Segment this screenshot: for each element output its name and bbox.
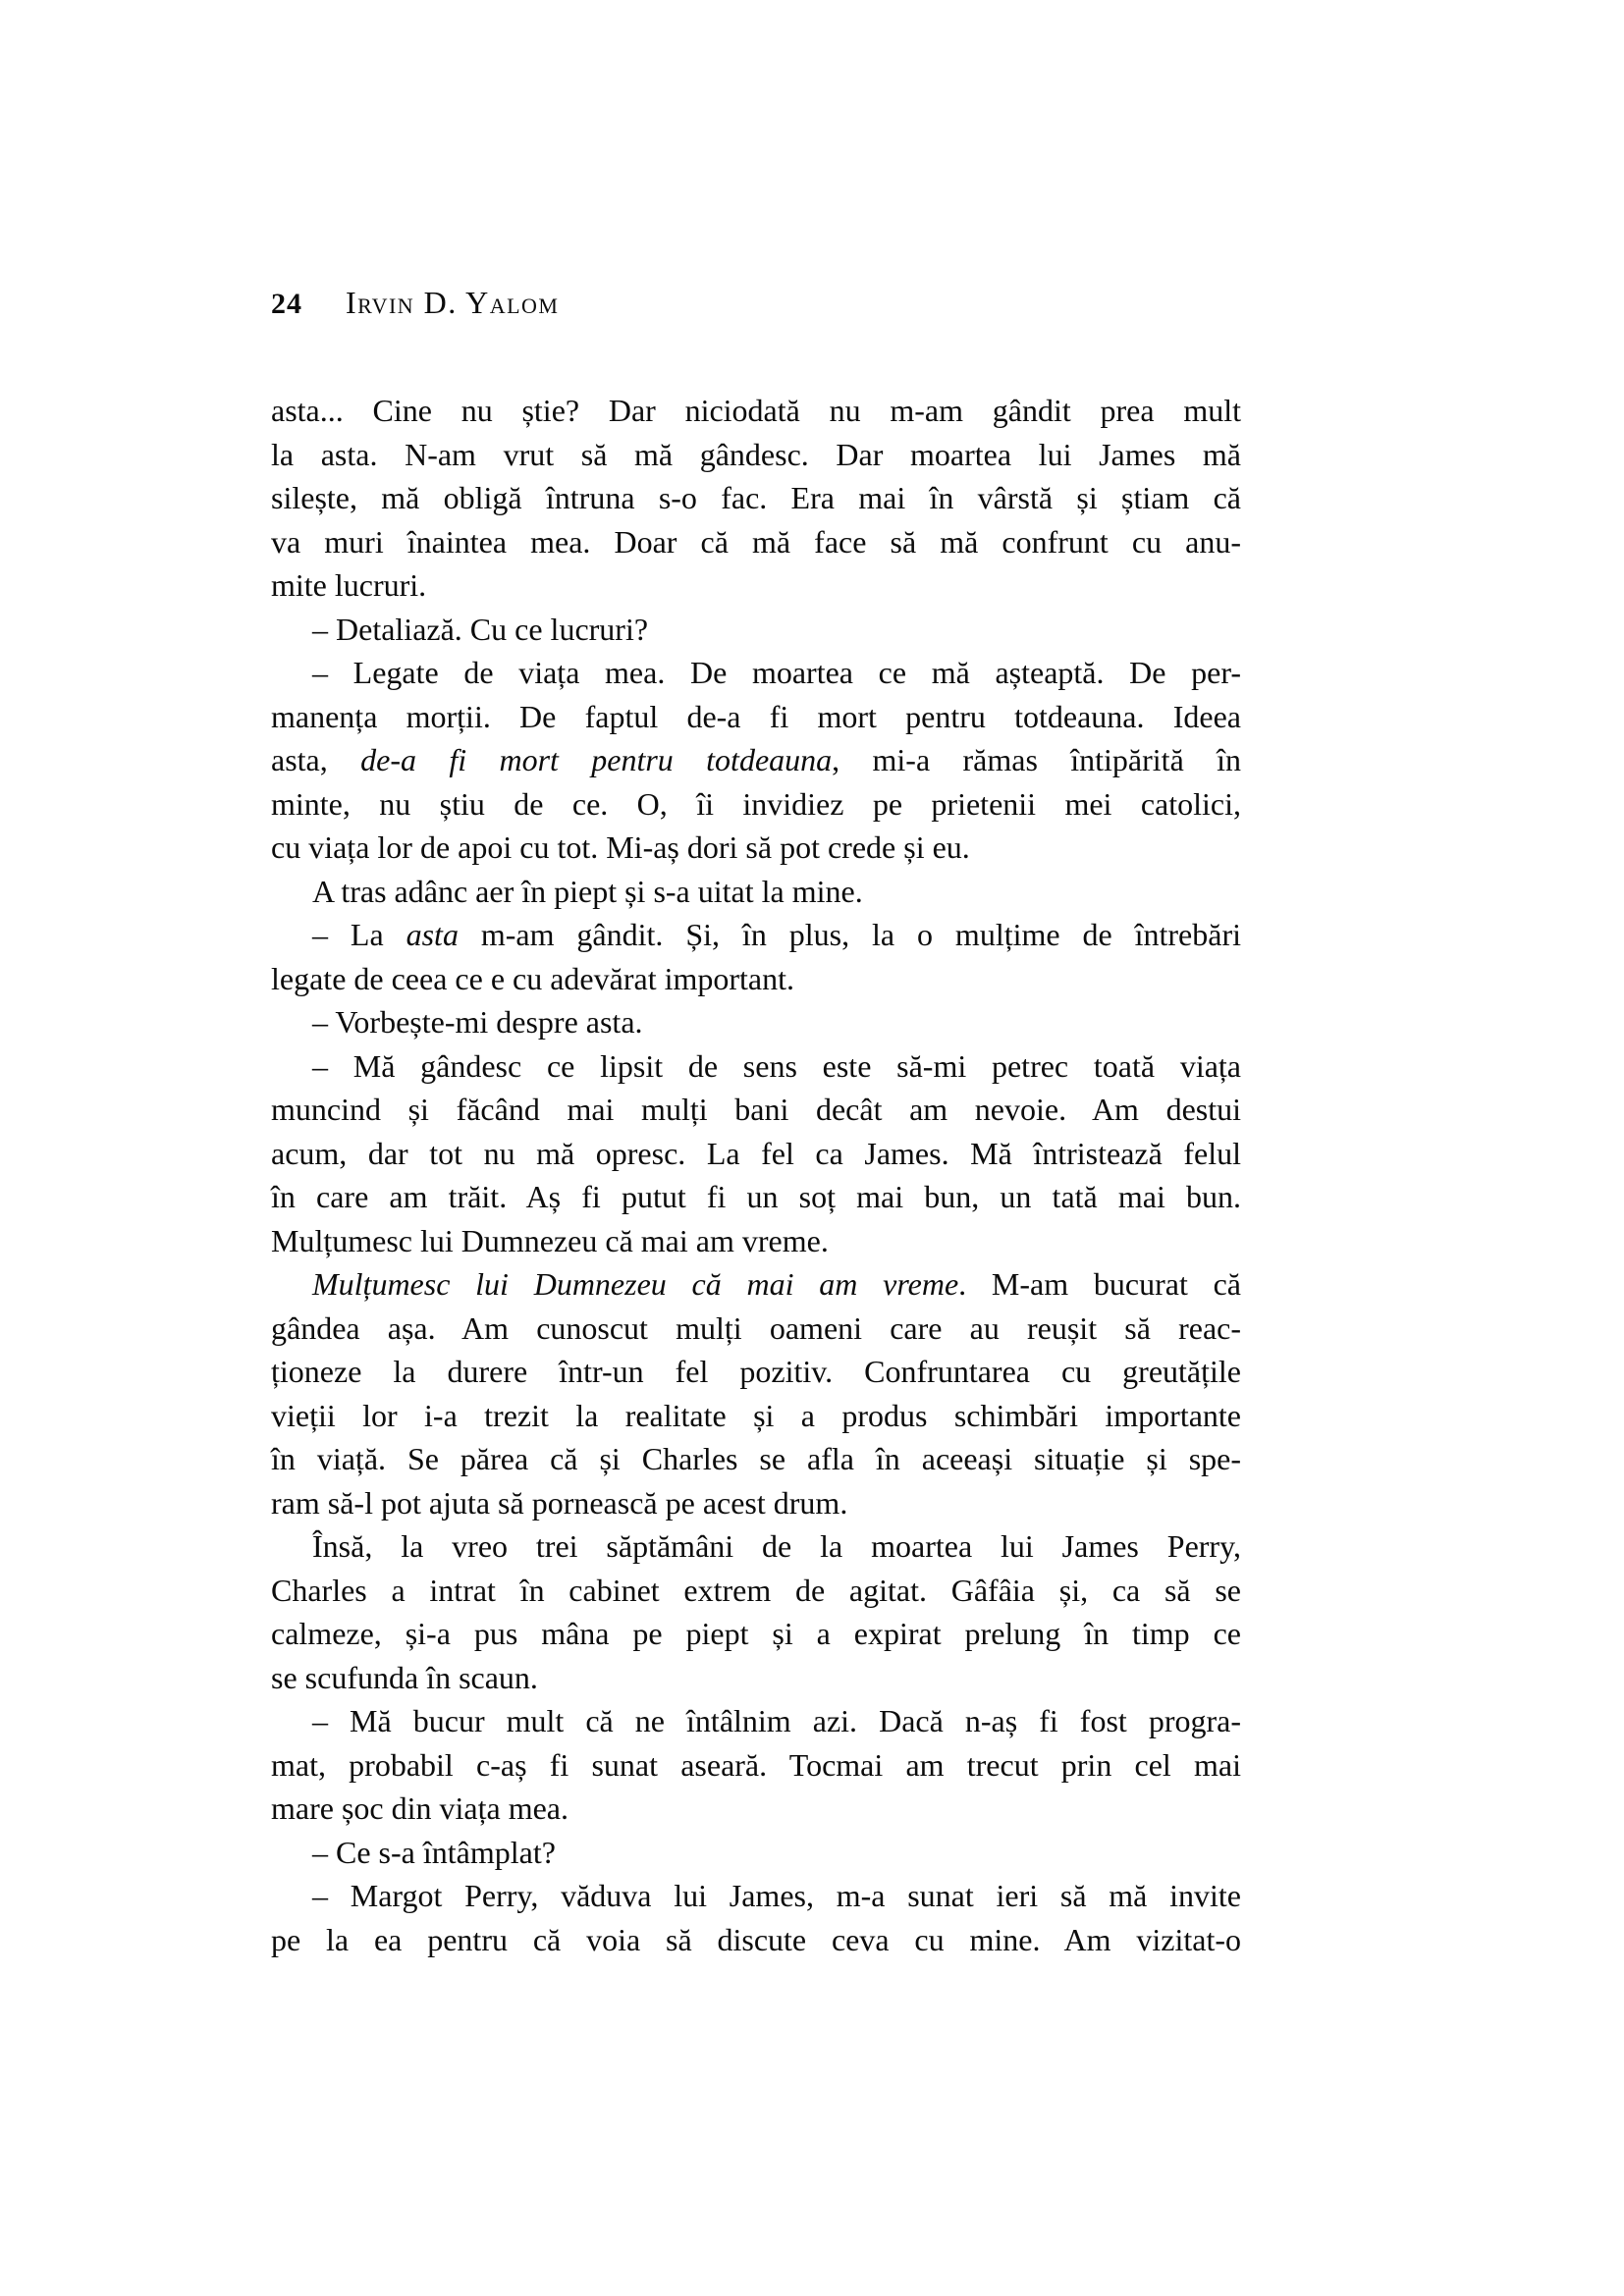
text-segment: m-am gândit. Și, în plus, la o mulțime de întrebări [458, 917, 1242, 952]
text-line [271, 1481, 1241, 1525]
author-name: Irvin D. Yalom [346, 285, 560, 320]
text-line [271, 1219, 1241, 1263]
text-line [271, 608, 1241, 652]
text-line [271, 1787, 1241, 1831]
text-segment: muncind și făcând mai mulți bani decât am nevoie. Am destui [271, 1092, 1241, 1127]
text-segment: silește, mă obligă întruna s-o fac. Era mai în vârstă și știam că [271, 480, 1241, 515]
text-line [271, 1000, 1241, 1044]
text-line [271, 1699, 1241, 1743]
text-line [271, 1350, 1241, 1394]
text-line [271, 782, 1241, 827]
text-line [271, 1656, 1241, 1700]
running-header [271, 286, 559, 321]
text-line [271, 651, 1241, 695]
text-segment: – Vorbește-mi despre asta. [312, 1004, 643, 1040]
text-segment: . M-am bucurat că [958, 1266, 1242, 1302]
text-segment: în care am trăit. Aș fi putut fi un soț mai bun, un tată mai bun. [271, 1179, 1241, 1214]
text-line [271, 1175, 1241, 1219]
text-segment: minte, nu știu de ce. O, îi invidiez pe prietenii mei catolici, [271, 785, 1241, 822]
text-segment: Charles a intrat în cabinet extrem de agitat. Gâfâia și, ca să se [271, 1572, 1241, 1608]
text-segment: , mi-a rămas întipărită în [832, 742, 1242, 777]
text-segment: la asta. N-am vrut să mă gândesc. Dar moartea lui James mă [271, 436, 1241, 472]
text-line [271, 1743, 1241, 1788]
text-segment: Însă, la vreo trei săptămâni de la moartea lui James Perry, [312, 1528, 1241, 1564]
text-segment: pe la ea pentru că voia să discute ceva cu mine. Am vizitat-o [271, 1921, 1241, 1957]
text-segment: legate de ceea ce e cu adevărat important. [271, 960, 794, 996]
text-segment: gândea așa. Am cunoscut mulți oameni care au reușit să reac- [271, 1309, 1241, 1346]
text-segment: ționeze la durere într-un fel pozitiv. Confruntarea cu greutățile [271, 1354, 1241, 1389]
text-line [271, 476, 1241, 520]
text-line [271, 1569, 1241, 1613]
text-line [271, 389, 1241, 433]
text-segment: – Legate de viața mea. De moartea ce mă așteaptă. De per- [312, 655, 1241, 690]
text-line [271, 870, 1241, 914]
text-line [271, 738, 1241, 782]
text-segment: ram să-l pot ajuta să pornească pe acest drum. [271, 1484, 848, 1521]
text-line [271, 826, 1241, 870]
text-line [271, 1044, 1241, 1089]
text-line [271, 1831, 1241, 1875]
text-segment: – Margot Perry, văduva lui James, m-a sunat ieri să mă invite [312, 1878, 1241, 1913]
text-line [271, 1088, 1241, 1132]
text-line [271, 1262, 1241, 1307]
text-segment: asta, [271, 742, 361, 777]
text-segment: va muri înaintea mea. Doar că mă face să mă confrunt cu anu- [271, 523, 1241, 560]
text-line [271, 1394, 1241, 1438]
text-segment: acum, dar tot nu mă opresc. La fel ca James. Mă întristează felul [271, 1135, 1241, 1171]
text-segment: mare șoc din viața mea. [271, 1790, 568, 1826]
text-line [271, 433, 1241, 477]
text-line [271, 1918, 1241, 1962]
text-line [271, 1874, 1241, 1918]
text-segment: mat, probabil c-aș fi sunat aseară. Tocmai am trecut prin cel mai [271, 1746, 1241, 1783]
text-line [271, 695, 1241, 739]
text-segment: – Mă gândesc ce lipsit de sens este să-mi petrec toată viața [312, 1047, 1241, 1084]
text-line [271, 913, 1241, 957]
page-number: 24 [271, 288, 302, 320]
body-text [271, 389, 1241, 1961]
text-segment: – Mă bucur mult că ne întâlnim azi. Dacă n-aș fi fost progra- [312, 1703, 1241, 1738]
text-segment: cu viața lor de apoi cu tot. Mi-aș dori să pot crede și eu. [271, 829, 970, 865]
text-segment: Mulțumesc lui Dumnezeu că mai am vreme. [271, 1222, 829, 1258]
text-line [271, 1132, 1241, 1176]
text-segment-italic: Mulțumesc lui Dumnezeu că mai am vreme [312, 1266, 959, 1302]
text-segment: – Detaliază. Cu ce lucruri? [312, 611, 649, 647]
text-segment: se scufunda în scaun. [271, 1659, 538, 1695]
text-line [271, 1524, 1241, 1569]
text-segment: – Ce s-a întâmplat? [312, 1834, 556, 1870]
text-segment-italic: asta [406, 917, 459, 952]
text-line [271, 563, 1241, 608]
text-segment: vieții lor i-a trezit la realitate și a produs schimbări importante [271, 1397, 1241, 1433]
text-line [271, 1307, 1241, 1351]
text-segment: în viață. Se părea că și Charles se afla în aceeași situație și spe- [271, 1441, 1241, 1476]
text-line [271, 1437, 1241, 1481]
text-line [271, 957, 1241, 1001]
text-segment: – La [312, 917, 406, 952]
text-segment: manența morții. De faptul de-a fi mort pentru totdeauna. Ideea [271, 698, 1241, 734]
text-line [271, 1612, 1241, 1656]
text-segment: calmeze, și-a pus mâna pe piept și a expirat prelung în timp ce [271, 1616, 1241, 1651]
text-segment: A tras adânc aer în piept și s-a uitat la mine. [312, 873, 863, 909]
text-segment: asta... Cine nu știe? Dar niciodată nu m-am gândit prea mult [271, 393, 1241, 428]
text-segment-italic: de-a fi mort pentru totdeauna [360, 742, 833, 777]
text-segment: mite lucruri. [271, 567, 427, 603]
text-line [271, 520, 1241, 564]
